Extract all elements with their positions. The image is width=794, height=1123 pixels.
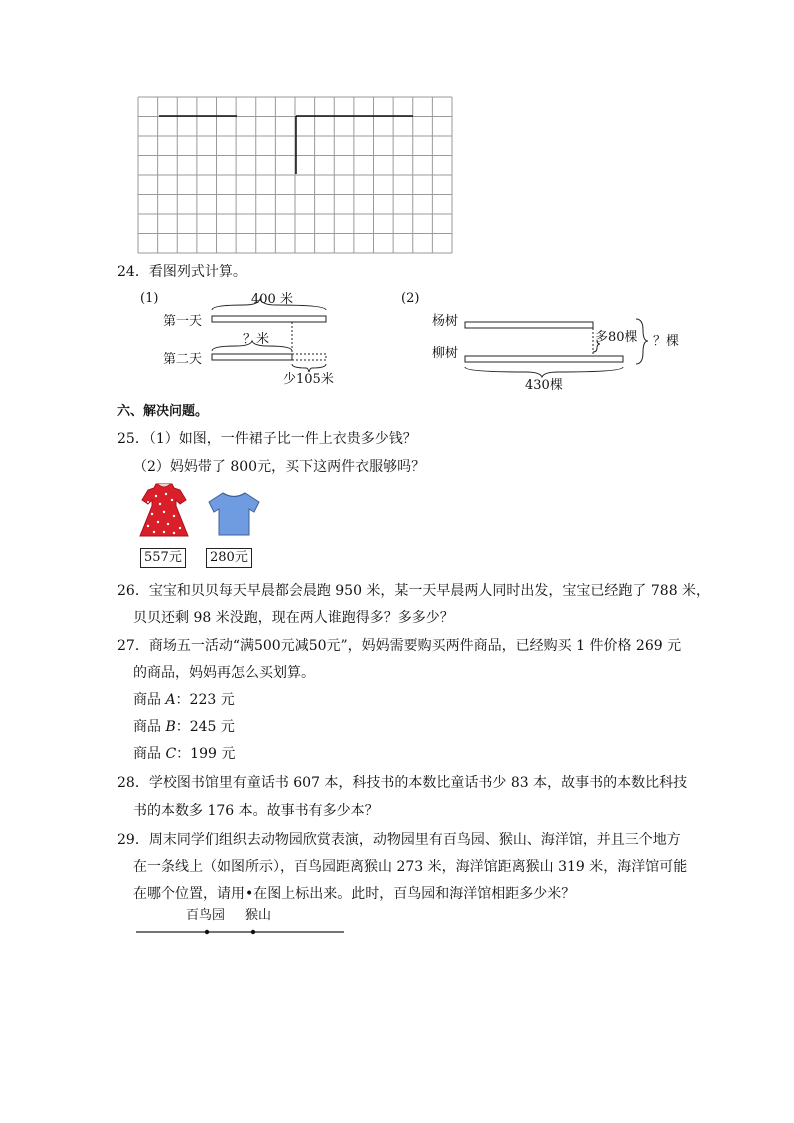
q27-item-c: 商品 𝐶：199 元: [133, 746, 236, 762]
number-line[interactable]: [135, 925, 347, 939]
point-bird-garden: [205, 930, 209, 934]
skirt-image: [136, 480, 192, 542]
drawing-grid: [137, 96, 453, 254]
q24-title: 24．看图列式计算。: [117, 264, 247, 280]
bar-willow: [465, 356, 623, 362]
label-willow: 柳树: [432, 346, 459, 361]
q27-line2: 的商品，妈妈再怎么买划算。: [133, 665, 315, 681]
q26-line1: 26．宝宝和贝贝每天早晨都会晨跑 950 米，某一天早晨两人同时出发，宝宝已经跑了 788 米，: [117, 583, 711, 599]
label-day2: 第二天: [163, 352, 203, 367]
q26-line2: 贝贝还剩 98 米没跑，现在两人谁跑得多？多多少？: [133, 610, 454, 626]
label-more: 多80棵: [595, 330, 638, 345]
label-400: 400 米: [251, 292, 293, 307]
q27-item-b: 商品 𝐵：245 元: [133, 719, 235, 735]
brace-total: [465, 367, 623, 377]
label-unknown: ？米: [243, 332, 270, 347]
section-title: 六、解决问题。: [117, 404, 209, 419]
q28-line2: 书的本数多 176 本。故事书有多少本？: [133, 803, 379, 819]
q24-part1-number: (1): [140, 291, 159, 306]
q25-line1: 25．（1）如图，一件裙子比一件上衣贵多少钱？: [117, 431, 417, 447]
q28-line1: 28．学校图书馆里有童话书 607 本，科技书的本数比童话书少 83 本，故事书的本数比科技: [117, 775, 688, 791]
skirt-price: 557元: [140, 548, 186, 568]
bar-day2: [212, 354, 292, 360]
q27-item-a: 商品 𝐴：223 元: [133, 692, 235, 708]
point-monkey-hill: [251, 930, 255, 934]
q29-line1: 29．周末同学们组织去动物园欣赏表演，动物园里有百鸟园、猴山、海洋馆，并且三个地方: [117, 832, 681, 848]
label-question: ？棵: [653, 334, 680, 349]
label-poplar: 杨树: [432, 314, 459, 329]
label-day1: 第一天: [163, 314, 203, 329]
q27-line1: 27．商场五一活动“满500元减50元”，妈妈需要购买两件商品，已经购买 1 件价格 269 元: [117, 638, 682, 654]
bar-day2-missing: [292, 354, 326, 360]
bar-day1: [212, 316, 326, 322]
shirt-image: [205, 490, 263, 538]
q29-line2: 在一条线上（如图所示），百鸟园距离猴山 273 米，海洋馆距离猴山 319 米，海洋馆可能: [133, 859, 688, 875]
q24-part2-number: (2): [401, 291, 420, 306]
label-total: 430棵: [525, 378, 563, 393]
bar-poplar: [465, 322, 593, 328]
q25-line2: （2）妈妈带了 800元，买下这两件衣服够吗？: [133, 459, 426, 475]
shirt-price: 280元: [206, 548, 252, 568]
label-less: 少105米: [283, 372, 334, 387]
label-monkey-hill: 猴山: [245, 908, 272, 923]
q29-line3: 在哪个位置，请用•在图上标出来。此时，百鸟园和海洋馆相距多少米？: [133, 886, 576, 902]
brace-less: [292, 364, 326, 372]
label-bird-garden: 百鸟园: [186, 908, 226, 923]
